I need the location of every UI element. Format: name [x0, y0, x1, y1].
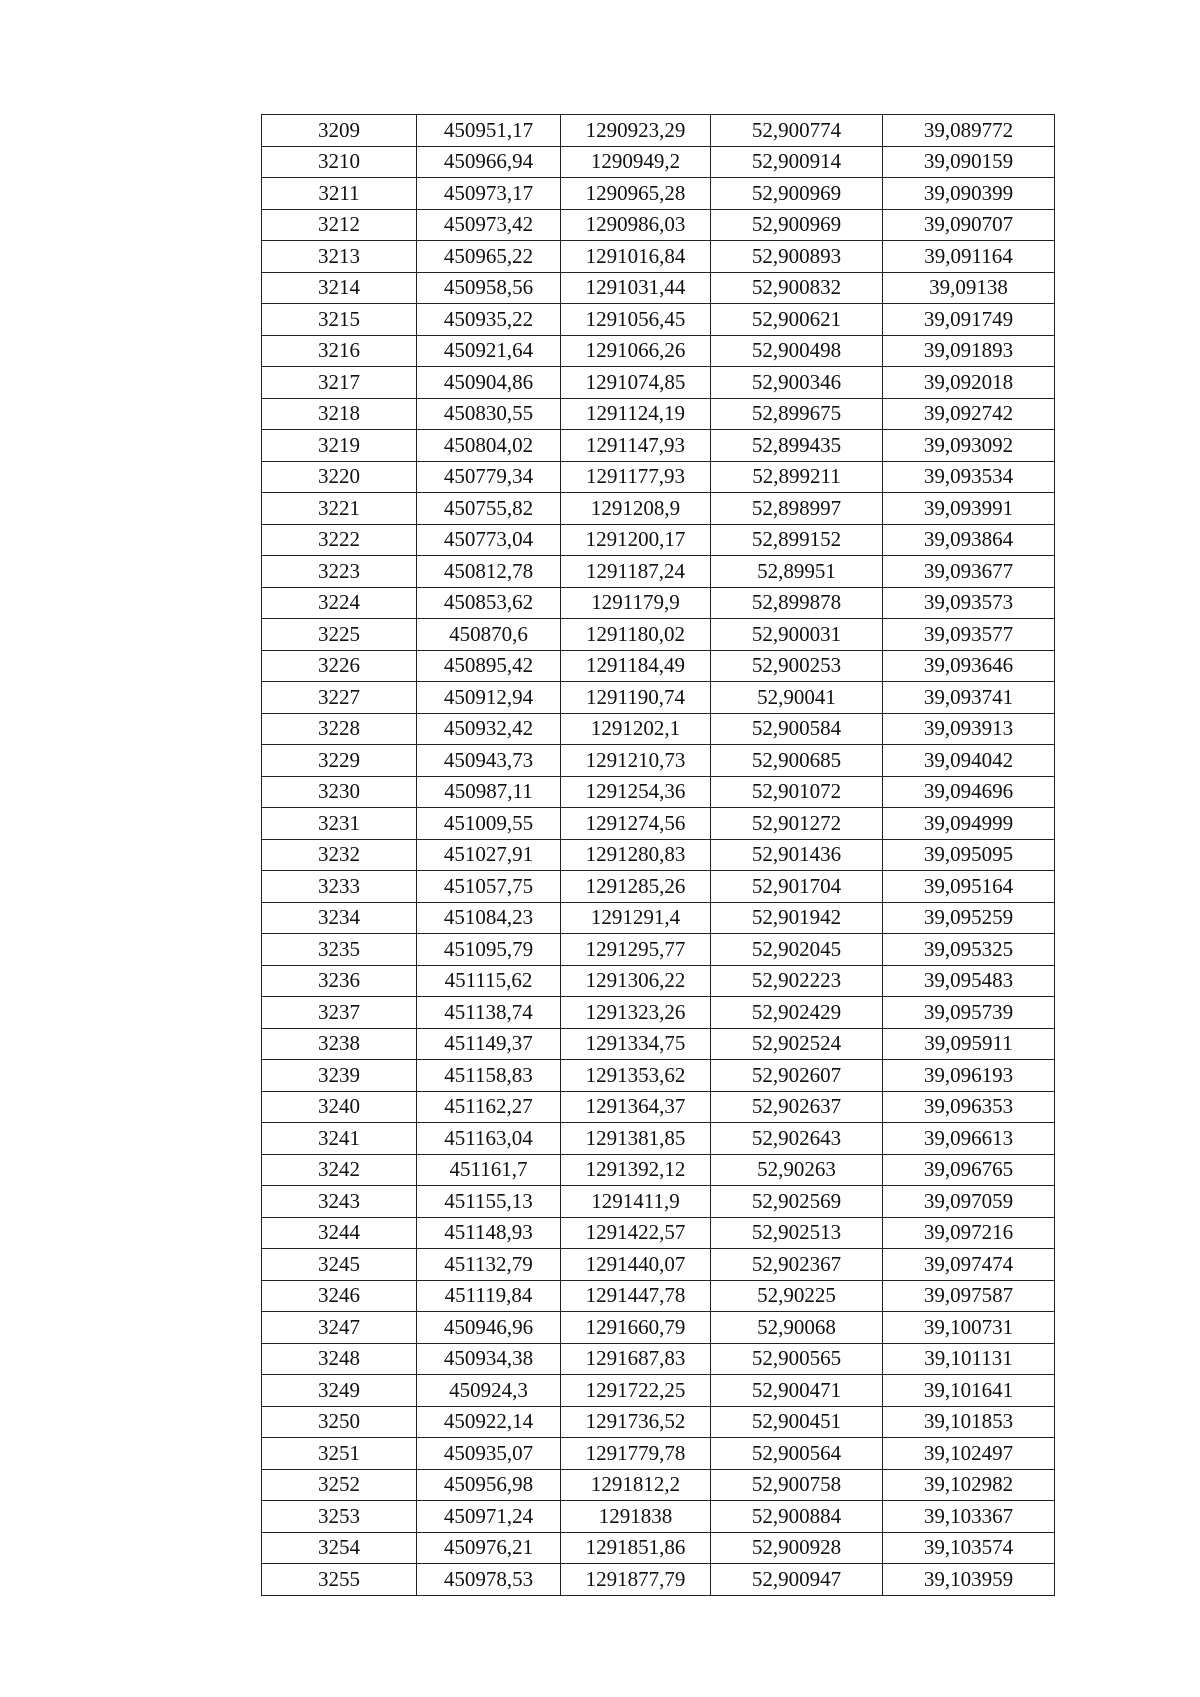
y-coordinate-cell: 1291687,83	[561, 1343, 711, 1375]
x-coordinate-cell: 450773,04	[417, 524, 561, 556]
point-number-cell: 3218	[262, 398, 417, 430]
x-coordinate-cell: 450935,22	[417, 304, 561, 336]
longitude-cell: 39,094042	[883, 745, 1055, 777]
point-number-cell: 3229	[262, 745, 417, 777]
point-number-cell: 3236	[262, 965, 417, 997]
y-coordinate-cell: 1291074,85	[561, 367, 711, 399]
latitude-cell: 52,901704	[711, 871, 883, 903]
table-row	[262, 241, 1055, 273]
x-coordinate-cell: 451057,75	[417, 871, 561, 903]
table-row	[262, 493, 1055, 525]
table-row	[262, 871, 1055, 903]
point-number-cell: 3224	[262, 587, 417, 619]
longitude-cell: 39,093991	[883, 493, 1055, 525]
x-coordinate-cell: 450932,42	[417, 713, 561, 745]
point-number-cell: 3226	[262, 650, 417, 682]
y-coordinate-cell: 1291285,26	[561, 871, 711, 903]
y-coordinate-cell: 1291124,19	[561, 398, 711, 430]
point-number-cell: 3210	[262, 146, 417, 178]
point-number-cell: 3223	[262, 556, 417, 588]
x-coordinate-cell: 451148,93	[417, 1217, 561, 1249]
x-coordinate-cell: 450966,94	[417, 146, 561, 178]
table-row	[262, 430, 1055, 462]
y-coordinate-cell: 1291660,79	[561, 1312, 711, 1344]
latitude-cell: 52,901942	[711, 902, 883, 934]
x-coordinate-cell: 450912,94	[417, 682, 561, 714]
point-number-cell: 3231	[262, 808, 417, 840]
x-coordinate-cell: 450987,11	[417, 776, 561, 808]
x-coordinate-cell: 451115,62	[417, 965, 561, 997]
point-number-cell: 3254	[262, 1532, 417, 1564]
table-row	[262, 178, 1055, 210]
longitude-cell: 39,092742	[883, 398, 1055, 430]
latitude-cell: 52,900565	[711, 1343, 883, 1375]
x-coordinate-cell: 450853,62	[417, 587, 561, 619]
x-coordinate-cell: 451149,37	[417, 1028, 561, 1060]
x-coordinate-cell: 451009,55	[417, 808, 561, 840]
x-coordinate-cell: 450946,96	[417, 1312, 561, 1344]
latitude-cell: 52,900969	[711, 178, 883, 210]
y-coordinate-cell: 1291200,17	[561, 524, 711, 556]
table-row	[262, 115, 1055, 147]
x-coordinate-cell: 450922,14	[417, 1406, 561, 1438]
y-coordinate-cell: 1291812,2	[561, 1469, 711, 1501]
x-coordinate-cell: 450935,07	[417, 1438, 561, 1470]
table-row	[262, 209, 1055, 241]
longitude-cell: 39,103367	[883, 1501, 1055, 1533]
table-row	[262, 1154, 1055, 1186]
longitude-cell: 39,096765	[883, 1154, 1055, 1186]
y-coordinate-cell: 1291031,44	[561, 272, 711, 304]
table-row	[262, 1249, 1055, 1281]
latitude-cell: 52,901072	[711, 776, 883, 808]
point-number-cell: 3238	[262, 1028, 417, 1060]
table-row	[262, 1217, 1055, 1249]
y-coordinate-cell: 1291440,07	[561, 1249, 711, 1281]
longitude-cell: 39,095095	[883, 839, 1055, 871]
x-coordinate-cell: 450812,78	[417, 556, 561, 588]
latitude-cell: 52,90068	[711, 1312, 883, 1344]
table-row	[262, 1343, 1055, 1375]
x-coordinate-cell: 451138,74	[417, 997, 561, 1029]
x-coordinate-cell: 451162,27	[417, 1091, 561, 1123]
point-number-cell: 3250	[262, 1406, 417, 1438]
latitude-cell: 52,902643	[711, 1123, 883, 1155]
table-row	[262, 524, 1055, 556]
x-coordinate-cell: 450965,22	[417, 241, 561, 273]
y-coordinate-cell: 1291274,56	[561, 808, 711, 840]
latitude-cell: 52,900969	[711, 209, 883, 241]
y-coordinate-cell: 1290965,28	[561, 178, 711, 210]
point-number-cell: 3246	[262, 1280, 417, 1312]
point-number-cell: 3214	[262, 272, 417, 304]
longitude-cell: 39,090159	[883, 146, 1055, 178]
latitude-cell: 52,902223	[711, 965, 883, 997]
longitude-cell: 39,095164	[883, 871, 1055, 903]
longitude-cell: 39,102982	[883, 1469, 1055, 1501]
table-row	[262, 682, 1055, 714]
table-row	[262, 1532, 1055, 1564]
point-number-cell: 3211	[262, 178, 417, 210]
y-coordinate-cell: 1291280,83	[561, 839, 711, 871]
table-row	[262, 146, 1055, 178]
y-coordinate-cell: 1291306,22	[561, 965, 711, 997]
longitude-cell: 39,097587	[883, 1280, 1055, 1312]
point-number-cell: 3222	[262, 524, 417, 556]
y-coordinate-cell: 1291838	[561, 1501, 711, 1533]
y-coordinate-cell: 1291353,62	[561, 1060, 711, 1092]
table-row	[262, 965, 1055, 997]
longitude-cell: 39,100731	[883, 1312, 1055, 1344]
table-row	[262, 808, 1055, 840]
point-number-cell: 3225	[262, 619, 417, 651]
latitude-cell: 52,899675	[711, 398, 883, 430]
y-coordinate-cell: 1291411,9	[561, 1186, 711, 1218]
latitude-cell: 52,900893	[711, 241, 883, 273]
x-coordinate-cell: 450971,24	[417, 1501, 561, 1533]
y-coordinate-cell: 1291056,45	[561, 304, 711, 336]
x-coordinate-cell: 450804,02	[417, 430, 561, 462]
latitude-cell: 52,902524	[711, 1028, 883, 1060]
longitude-cell: 39,094696	[883, 776, 1055, 808]
longitude-cell: 39,097059	[883, 1186, 1055, 1218]
latitude-cell: 52,898997	[711, 493, 883, 525]
y-coordinate-cell: 1291364,37	[561, 1091, 711, 1123]
y-coordinate-cell: 1290949,2	[561, 146, 711, 178]
longitude-cell: 39,093573	[883, 587, 1055, 619]
latitude-cell: 52,900884	[711, 1501, 883, 1533]
x-coordinate-cell: 451158,83	[417, 1060, 561, 1092]
table-row	[262, 587, 1055, 619]
longitude-cell: 39,089772	[883, 115, 1055, 147]
point-number-cell: 3253	[262, 1501, 417, 1533]
longitude-cell: 39,095911	[883, 1028, 1055, 1060]
latitude-cell: 52,900564	[711, 1438, 883, 1470]
latitude-cell: 52,900928	[711, 1532, 883, 1564]
table-row	[262, 1060, 1055, 1092]
latitude-cell: 52,900346	[711, 367, 883, 399]
latitude-cell: 52,902513	[711, 1217, 883, 1249]
y-coordinate-cell: 1291877,79	[561, 1564, 711, 1596]
latitude-cell: 52,900914	[711, 146, 883, 178]
latitude-cell: 52,900685	[711, 745, 883, 777]
table-row	[262, 934, 1055, 966]
table-row	[262, 745, 1055, 777]
x-coordinate-cell: 450973,42	[417, 209, 561, 241]
longitude-cell: 39,093646	[883, 650, 1055, 682]
y-coordinate-cell: 1291187,24	[561, 556, 711, 588]
latitude-cell: 52,900758	[711, 1469, 883, 1501]
point-number-cell: 3215	[262, 304, 417, 336]
latitude-cell: 52,900031	[711, 619, 883, 651]
latitude-cell: 52,902607	[711, 1060, 883, 1092]
x-coordinate-cell: 450830,55	[417, 398, 561, 430]
longitude-cell: 39,095325	[883, 934, 1055, 966]
y-coordinate-cell: 1291736,52	[561, 1406, 711, 1438]
table-row	[262, 335, 1055, 367]
point-number-cell: 3227	[262, 682, 417, 714]
point-number-cell: 3235	[262, 934, 417, 966]
table-row	[262, 1280, 1055, 1312]
longitude-cell: 39,093534	[883, 461, 1055, 493]
x-coordinate-cell: 450904,86	[417, 367, 561, 399]
table-row	[262, 1438, 1055, 1470]
longitude-cell: 39,093677	[883, 556, 1055, 588]
table-row	[262, 713, 1055, 745]
point-number-cell: 3245	[262, 1249, 417, 1281]
x-coordinate-cell: 451119,84	[417, 1280, 561, 1312]
y-coordinate-cell: 1291334,75	[561, 1028, 711, 1060]
longitude-cell: 39,101641	[883, 1375, 1055, 1407]
x-coordinate-cell: 450895,42	[417, 650, 561, 682]
table-row	[262, 997, 1055, 1029]
table-row	[262, 1564, 1055, 1596]
table-row	[262, 1501, 1055, 1533]
longitude-cell: 39,092018	[883, 367, 1055, 399]
point-number-cell: 3249	[262, 1375, 417, 1407]
table-row	[262, 650, 1055, 682]
x-coordinate-cell: 450978,53	[417, 1564, 561, 1596]
longitude-cell: 39,093577	[883, 619, 1055, 651]
x-coordinate-cell: 451027,91	[417, 839, 561, 871]
longitude-cell: 39,091164	[883, 241, 1055, 273]
y-coordinate-cell: 1291779,78	[561, 1438, 711, 1470]
x-coordinate-cell: 450870,6	[417, 619, 561, 651]
y-coordinate-cell: 1291208,9	[561, 493, 711, 525]
longitude-cell: 39,093092	[883, 430, 1055, 462]
longitude-cell: 39,095259	[883, 902, 1055, 934]
latitude-cell: 52,902637	[711, 1091, 883, 1123]
latitude-cell: 52,902429	[711, 997, 883, 1029]
table-row	[262, 839, 1055, 871]
latitude-cell: 52,902367	[711, 1249, 883, 1281]
y-coordinate-cell: 1291179,9	[561, 587, 711, 619]
table-row	[262, 1123, 1055, 1155]
point-number-cell: 3233	[262, 871, 417, 903]
y-coordinate-cell: 1291066,26	[561, 335, 711, 367]
latitude-cell: 52,901272	[711, 808, 883, 840]
longitude-cell: 39,094999	[883, 808, 1055, 840]
point-number-cell: 3221	[262, 493, 417, 525]
x-coordinate-cell: 450924,3	[417, 1375, 561, 1407]
latitude-cell: 52,90263	[711, 1154, 883, 1186]
point-number-cell: 3239	[262, 1060, 417, 1092]
point-number-cell: 3244	[262, 1217, 417, 1249]
table-row	[262, 556, 1055, 588]
x-coordinate-cell: 450973,17	[417, 178, 561, 210]
latitude-cell: 52,900253	[711, 650, 883, 682]
longitude-cell: 39,097216	[883, 1217, 1055, 1249]
x-coordinate-cell: 450976,21	[417, 1532, 561, 1564]
longitude-cell: 39,096193	[883, 1060, 1055, 1092]
table-row	[262, 1469, 1055, 1501]
coordinate-table	[261, 114, 1055, 1596]
x-coordinate-cell: 450755,82	[417, 493, 561, 525]
point-number-cell: 3234	[262, 902, 417, 934]
x-coordinate-cell: 451161,7	[417, 1154, 561, 1186]
longitude-cell: 39,101853	[883, 1406, 1055, 1438]
longitude-cell: 39,090399	[883, 178, 1055, 210]
y-coordinate-cell: 1291295,77	[561, 934, 711, 966]
table-row	[262, 1028, 1055, 1060]
point-number-cell: 3240	[262, 1091, 417, 1123]
latitude-cell: 52,899435	[711, 430, 883, 462]
y-coordinate-cell: 1291851,86	[561, 1532, 711, 1564]
x-coordinate-cell: 450779,34	[417, 461, 561, 493]
x-coordinate-cell: 450934,38	[417, 1343, 561, 1375]
point-number-cell: 3248	[262, 1343, 417, 1375]
y-coordinate-cell: 1291422,57	[561, 1217, 711, 1249]
point-number-cell: 3232	[262, 839, 417, 871]
point-number-cell: 3255	[262, 1564, 417, 1596]
x-coordinate-cell: 450958,56	[417, 272, 561, 304]
y-coordinate-cell: 1291016,84	[561, 241, 711, 273]
latitude-cell: 52,902045	[711, 934, 883, 966]
latitude-cell: 52,900947	[711, 1564, 883, 1596]
table-row	[262, 1091, 1055, 1123]
y-coordinate-cell: 1291190,74	[561, 682, 711, 714]
longitude-cell: 39,095739	[883, 997, 1055, 1029]
x-coordinate-cell: 450943,73	[417, 745, 561, 777]
table-row	[262, 1186, 1055, 1218]
longitude-cell: 39,090707	[883, 209, 1055, 241]
point-number-cell: 3209	[262, 115, 417, 147]
longitude-cell: 39,093741	[883, 682, 1055, 714]
point-number-cell: 3252	[262, 1469, 417, 1501]
longitude-cell: 39,103959	[883, 1564, 1055, 1596]
y-coordinate-cell: 1291392,12	[561, 1154, 711, 1186]
y-coordinate-cell: 1291202,1	[561, 713, 711, 745]
y-coordinate-cell: 1291381,85	[561, 1123, 711, 1155]
latitude-cell: 52,899878	[711, 587, 883, 619]
y-coordinate-cell: 1291254,36	[561, 776, 711, 808]
longitude-cell: 39,093864	[883, 524, 1055, 556]
latitude-cell: 52,900774	[711, 115, 883, 147]
y-coordinate-cell: 1291147,93	[561, 430, 711, 462]
coordinate-table-body	[262, 115, 1055, 1596]
x-coordinate-cell: 450921,64	[417, 335, 561, 367]
longitude-cell: 39,091749	[883, 304, 1055, 336]
latitude-cell: 52,901436	[711, 839, 883, 871]
longitude-cell: 39,102497	[883, 1438, 1055, 1470]
point-number-cell: 3237	[262, 997, 417, 1029]
y-coordinate-cell: 1291210,73	[561, 745, 711, 777]
y-coordinate-cell: 1291177,93	[561, 461, 711, 493]
table-row	[262, 1375, 1055, 1407]
point-number-cell: 3216	[262, 335, 417, 367]
table-row	[262, 1406, 1055, 1438]
x-coordinate-cell: 450956,98	[417, 1469, 561, 1501]
table-row	[262, 367, 1055, 399]
x-coordinate-cell: 451084,23	[417, 902, 561, 934]
x-coordinate-cell: 451132,79	[417, 1249, 561, 1281]
latitude-cell: 52,90225	[711, 1280, 883, 1312]
table-row	[262, 272, 1055, 304]
longitude-cell: 39,097474	[883, 1249, 1055, 1281]
y-coordinate-cell: 1291722,25	[561, 1375, 711, 1407]
table-row	[262, 304, 1055, 336]
latitude-cell: 52,900584	[711, 713, 883, 745]
y-coordinate-cell: 1291447,78	[561, 1280, 711, 1312]
y-coordinate-cell: 1291184,49	[561, 650, 711, 682]
table-row	[262, 902, 1055, 934]
x-coordinate-cell: 451155,13	[417, 1186, 561, 1218]
table-row	[262, 619, 1055, 651]
longitude-cell: 39,093913	[883, 713, 1055, 745]
table-row	[262, 1312, 1055, 1344]
longitude-cell: 39,103574	[883, 1532, 1055, 1564]
y-coordinate-cell: 1291323,26	[561, 997, 711, 1029]
x-coordinate-cell: 450951,17	[417, 115, 561, 147]
latitude-cell: 52,900471	[711, 1375, 883, 1407]
longitude-cell: 39,096613	[883, 1123, 1055, 1155]
point-number-cell: 3242	[262, 1154, 417, 1186]
latitude-cell: 52,900621	[711, 304, 883, 336]
latitude-cell: 52,900498	[711, 335, 883, 367]
longitude-cell: 39,091893	[883, 335, 1055, 367]
y-coordinate-cell: 1291291,4	[561, 902, 711, 934]
point-number-cell: 3228	[262, 713, 417, 745]
table-row	[262, 461, 1055, 493]
longitude-cell: 39,096353	[883, 1091, 1055, 1123]
longitude-cell: 39,09138	[883, 272, 1055, 304]
latitude-cell: 52,90041	[711, 682, 883, 714]
latitude-cell: 52,902569	[711, 1186, 883, 1218]
point-number-cell: 3251	[262, 1438, 417, 1470]
point-number-cell: 3230	[262, 776, 417, 808]
point-number-cell: 3243	[262, 1186, 417, 1218]
y-coordinate-cell: 1291180,02	[561, 619, 711, 651]
longitude-cell: 39,095483	[883, 965, 1055, 997]
point-number-cell: 3220	[262, 461, 417, 493]
table-row	[262, 776, 1055, 808]
point-number-cell: 3217	[262, 367, 417, 399]
latitude-cell: 52,900451	[711, 1406, 883, 1438]
latitude-cell: 52,900832	[711, 272, 883, 304]
point-number-cell: 3247	[262, 1312, 417, 1344]
x-coordinate-cell: 451163,04	[417, 1123, 561, 1155]
latitude-cell: 52,89951	[711, 556, 883, 588]
latitude-cell: 52,899152	[711, 524, 883, 556]
point-number-cell: 3241	[262, 1123, 417, 1155]
latitude-cell: 52,899211	[711, 461, 883, 493]
point-number-cell: 3213	[262, 241, 417, 273]
point-number-cell: 3212	[262, 209, 417, 241]
point-number-cell: 3219	[262, 430, 417, 462]
longitude-cell: 39,101131	[883, 1343, 1055, 1375]
table-row	[262, 398, 1055, 430]
y-coordinate-cell: 1290923,29	[561, 115, 711, 147]
x-coordinate-cell: 451095,79	[417, 934, 561, 966]
y-coordinate-cell: 1290986,03	[561, 209, 711, 241]
